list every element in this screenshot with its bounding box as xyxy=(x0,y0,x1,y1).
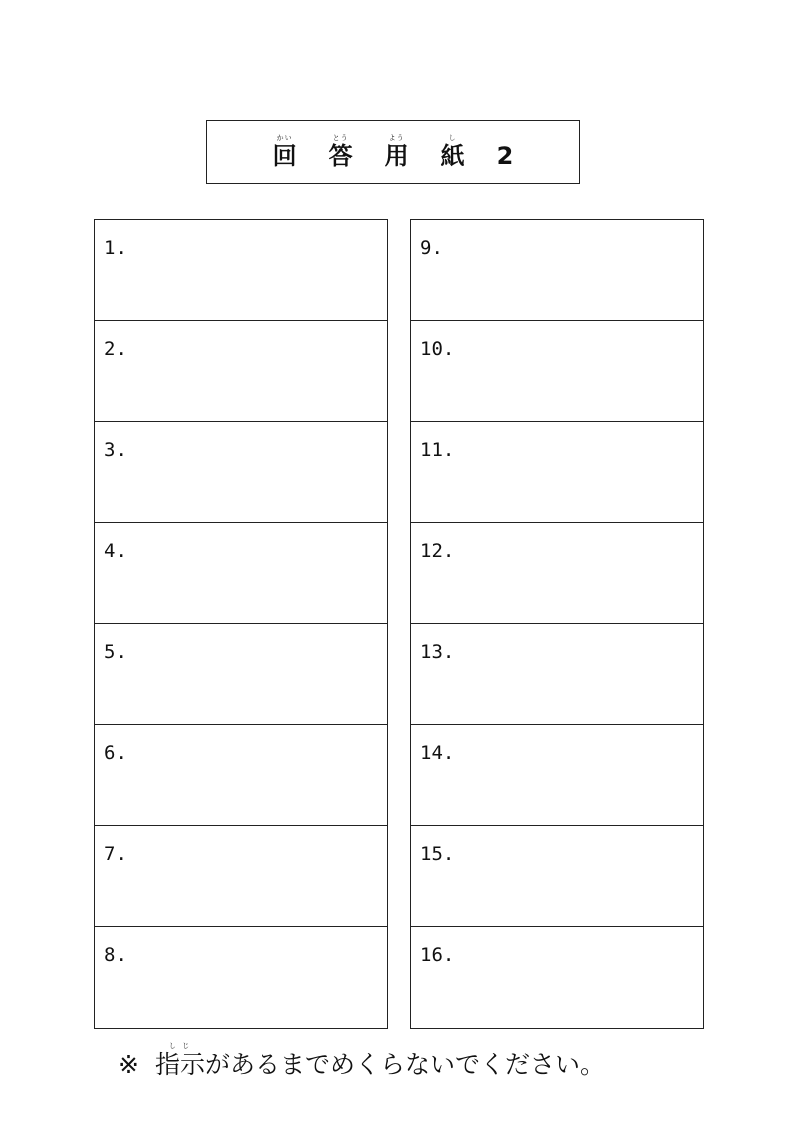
title-kanji: 紙 xyxy=(440,142,465,170)
answer-box-12[interactable] xyxy=(411,523,703,624)
title-char xyxy=(497,134,514,170)
answer-box-11[interactable] xyxy=(411,422,703,523)
answer-number: 10. xyxy=(420,338,455,360)
answer-number: 16. xyxy=(420,944,455,966)
title-kanji: 用 xyxy=(384,142,409,170)
page-title xyxy=(257,134,530,170)
answer-number: 6. xyxy=(104,742,127,764)
answer-box-15[interactable] xyxy=(411,826,703,927)
title-ruby: よう xyxy=(388,134,405,142)
answer-column-right xyxy=(410,219,704,1029)
title-ruby: し xyxy=(448,134,457,142)
title-char xyxy=(441,134,465,170)
answer-number: 4. xyxy=(104,540,127,562)
answer-box-4[interactable] xyxy=(95,523,387,624)
title-box xyxy=(206,120,580,184)
answer-number: 9. xyxy=(420,237,443,259)
title-char xyxy=(329,134,353,170)
answer-box-10[interactable] xyxy=(411,321,703,422)
answer-box-14[interactable] xyxy=(411,725,703,826)
answer-box-5[interactable] xyxy=(95,624,387,725)
answer-number: 8. xyxy=(104,944,127,966)
answer-box-2[interactable] xyxy=(95,321,387,422)
answer-column-left xyxy=(94,219,388,1029)
answer-box-16[interactable] xyxy=(411,927,703,1028)
title-kanji: 回 xyxy=(272,142,297,170)
instruction-note xyxy=(118,1040,718,1080)
answer-number: 2. xyxy=(104,338,127,360)
title-kanji: 答 xyxy=(328,142,353,170)
note-ruby: し じ xyxy=(168,1042,192,1050)
answer-number: 15. xyxy=(420,843,455,865)
answer-box-1[interactable] xyxy=(95,220,387,321)
title-char xyxy=(273,134,297,170)
answer-box-3[interactable] xyxy=(95,422,387,523)
answer-number: 1. xyxy=(104,237,127,259)
answer-box-13[interactable] xyxy=(411,624,703,725)
answer-number: 12. xyxy=(420,540,455,562)
answer-number: 11. xyxy=(420,439,455,461)
title-ruby: とう xyxy=(332,134,349,142)
answer-number: 13. xyxy=(420,641,455,663)
title-char xyxy=(385,134,409,170)
answer-number: 7. xyxy=(104,843,127,865)
answer-box-7[interactable] xyxy=(95,826,387,927)
answer-box-8[interactable] xyxy=(95,927,387,1028)
reference-mark: ※ xyxy=(118,1050,139,1079)
note-ruby-base: 指示 xyxy=(154,1050,205,1079)
note-text: があるまでめくらないでください。 xyxy=(204,1050,605,1079)
answer-box-9[interactable] xyxy=(411,220,703,321)
title-number: 2 xyxy=(496,142,514,170)
title-ruby: かい xyxy=(276,134,293,142)
answer-number: 14. xyxy=(420,742,455,764)
answer-number: 5. xyxy=(104,641,127,663)
answer-box-6[interactable] xyxy=(95,725,387,826)
answer-number: 3. xyxy=(104,439,127,461)
ruby-word xyxy=(155,1042,205,1080)
